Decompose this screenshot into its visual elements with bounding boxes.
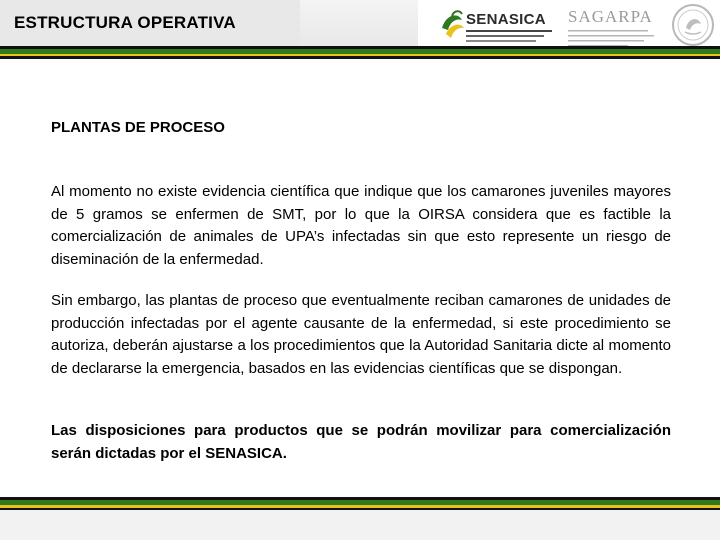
header-stripe-black-bottom	[0, 56, 720, 59]
senasica-logo	[438, 6, 556, 46]
eagle-seal-icon	[670, 2, 716, 48]
senasica-wordmark: SENASICA	[466, 11, 546, 28]
paragraph-2: Sin embargo, las plantas de proceso que eventualmente reciban camarones de unidades de producción infectadas por el agente causante de la enfermedad, si este procedimiento se autoriza, deberán ajustarse a los procedimientos que la Autoridad Sanitaria dicte al momento de declararse la emergencia, basados en las evidencias científicas que se dispongan.	[51, 292, 671, 377]
sagarpa-logo	[564, 4, 658, 48]
page-title: ESTRUCTURA OPERATIVA	[14, 13, 236, 32]
logo-strip	[418, 0, 720, 50]
footer-area	[0, 510, 720, 540]
mexico-seal	[670, 2, 716, 48]
paragraph-1: Al momento no existe evidencia científica que indique que los camarones juveniles mayores de 5 gramos se enfermen de SMT, por lo que la OIRSA considera que es factible la comercialización de animales de UPA’s infectadas sin que esto represente un riesgo de diseminación de la enfermedad.	[51, 183, 671, 268]
sagarpa-wordmark: SAGARPA	[568, 7, 653, 26]
title-box	[0, 0, 300, 46]
paragraph-3: Las disposiciones para productos que se podrán movilizar para comercialización serán dictadas por el SENASICA.	[51, 422, 671, 462]
section-heading: PLANTAS DE PROCESO	[51, 119, 225, 136]
